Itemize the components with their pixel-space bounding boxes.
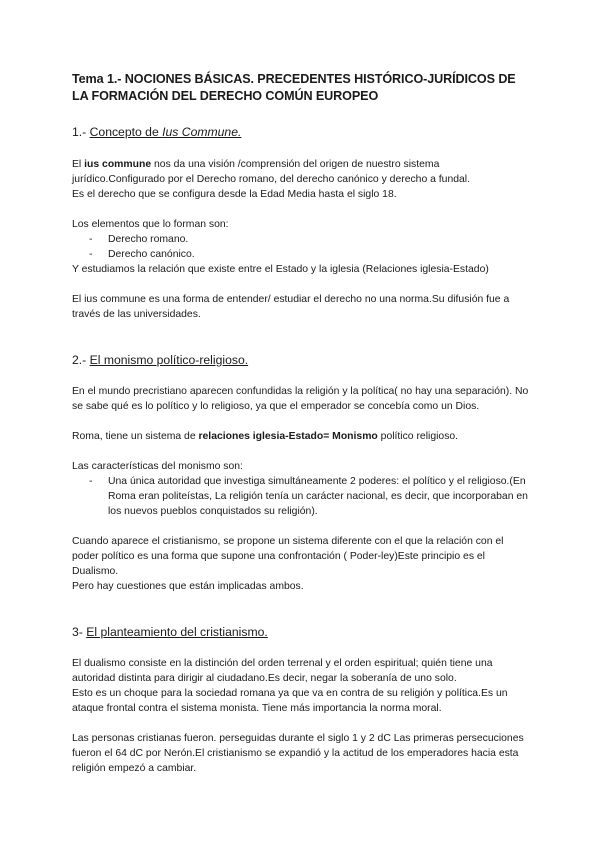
s2-p2-post: político religioso.: [377, 431, 459, 442]
document-content: [72, 71, 532, 776]
section-3-paragraph-1: El dualismo consiste en la distinción del orden terrenal y el orden espiritual; quién tiene una autoridad distinta para dirigir al ciudadano.Es decir, negar la soberanía de uno solo.: [72, 658, 493, 684]
section-3-heading: [72, 624, 532, 640]
section-2-title: El monismo político-religioso.: [89, 353, 249, 367]
section-1-list: [72, 232, 532, 262]
section-2-paragraph-5: Pero hay cuestiones que están implicadas ambos.: [72, 581, 304, 592]
section-1-paragraph-3: Y estudiamos la relación que existe entre el Estado y la iglesia (Relaciones iglesia-Estado): [72, 264, 489, 275]
section-1-paragraph-4: El ius commune es una forma de entender/ estudiar el derecho no una norma.Su difusión fue a través de las universidades.: [72, 294, 510, 320]
section-1-title-text: Concepto de: [89, 125, 163, 139]
s1-p1-rest: nos da una visión /comprensión del origen de nuestro sistema jurídico.Configurado por el Derecho romano, del derecho canónico y derecho a fundal.: [72, 159, 470, 185]
list-item: - Una única autoridad que investiga simultáneamente 2 poderes: el político y el religioso.(En Roma eran politeístas, La religión tenía un carácter nacional, es decir, que incorporaban en los nuevos pueblos conquistados su religión).: [72, 474, 532, 519]
section-2-paragraph-1: En el mundo precristiano aparecen confundidas la religión y la política( no hay una separación). No se sabe qué es lo político y lo religioso, ya que el emperador se concebía como un Dios.: [72, 386, 529, 412]
s1-p1-bold: ius commune: [84, 159, 152, 170]
s2-p2-bold: relaciones iglesia-Estado= Monismo: [198, 431, 378, 442]
list-item: - Derecho romano.: [72, 232, 532, 247]
section-2-paragraph-4: Cuando aparece el cristianismo, se propone un sistema diferente con el que la relación con el poder político es una forma que supone una confrontación ( Poder-ley)Este principio es el Dualismo.: [72, 536, 504, 577]
section-2-paragraph-2: [72, 429, 532, 444]
section-2-number: 2.-: [72, 353, 90, 367]
section-2-heading: [72, 352, 532, 368]
section-1-paragraph-1: [72, 157, 532, 187]
section-1-paragraph-1b: Es el derecho que se configura desde la Edad Media hasta el siglo 18.: [72, 189, 397, 200]
section-2-paragraph-3: Las características del monismo son:: [72, 461, 243, 472]
section-3-paragraph-2: Esto es un choque para la sociedad romana ya que va en contra de su religión y política.Es un ataque frontal contra el sistema monista. Tiene más importancia la norma moral.: [72, 688, 508, 714]
section-1-title-italic: Ius Commune.: [162, 125, 242, 139]
document-title: Tema 1.- NOCIONES BÁSICAS. PRECEDENTES HISTÓRICO-JURÍDICOS DE LA FORMACIÓN DEL DERECHO COMÚN EUROPEO: [72, 72, 516, 103]
list-item: - Derecho canónico.: [72, 247, 532, 262]
s1-p1-pre: El: [72, 159, 85, 170]
s2-p2-pre: Roma, tiene un sistema de: [72, 431, 199, 442]
section-3-number: 3-: [72, 625, 87, 639]
section-2-list: [72, 474, 532, 519]
section-3-paragraph-3: Las personas cristianas fueron. perseguidas durante el siglo 1 y 2 dC Las primeras persecuciones fueron el 64 dC por Nerón.El cristianismo se expandió y la actitud de los emperadores hacia esta religión empezó a cambiar.: [72, 733, 524, 774]
section-1-number: 1.-: [72, 125, 90, 139]
section-3-title: El planteamiento del cristianismo.: [86, 625, 268, 639]
section-1-title: [90, 125, 242, 139]
section-1-heading: [72, 124, 532, 140]
section-1-paragraph-2: Los elementos que lo forman son:: [72, 219, 229, 230]
